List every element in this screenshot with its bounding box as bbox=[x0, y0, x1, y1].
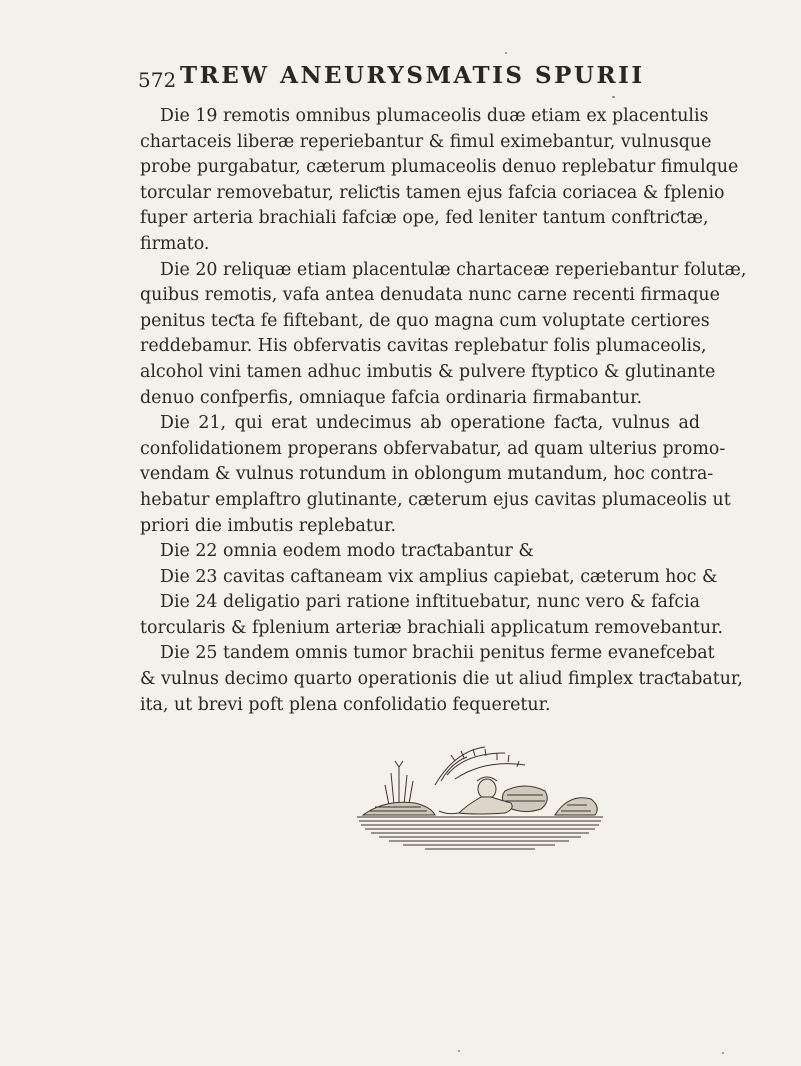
paragraph bbox=[140, 104, 739, 258]
text-line: priori die imbutis replebatur. bbox=[140, 515, 396, 536]
paragraph bbox=[140, 590, 724, 641]
text-line: torcular removebatur, reliƈtis tamen ejus fafcia coriacea & fplenio bbox=[140, 182, 725, 203]
text-line: vendam & vulnus rotundum in oblongum mutandum, hoc contra- bbox=[140, 464, 714, 485]
text-line: Die 22 omnia eodem modo traƈtabantur & bbox=[160, 541, 534, 562]
text-line: torcularis & fplenium arteriæ brachiali applicatum removebantur. bbox=[140, 617, 724, 638]
text-line: probe purgabatur, cæterum plumaceolis denuo replebatur fimulque bbox=[140, 157, 739, 178]
text-line: quibus remotis, vafa antea denudata nunc carne recenti firmaque bbox=[140, 285, 720, 306]
rock-left bbox=[363, 802, 435, 815]
text-line: Die 21, qui erat undecimus ab operatione faƈta, vulnus ad bbox=[160, 413, 700, 434]
text-line: alcohol vini tamen adhuc imbutis & pulvere ftyptico & glutinante bbox=[140, 361, 716, 382]
text-line: hebatur emplaftro glutinante, cæterum ejus cavitas plumaceolis ut bbox=[140, 489, 731, 510]
text-line: penitus teƈta fe fiftebant, de quo magna cum voluptate certiores bbox=[140, 310, 710, 331]
text-line: fuper arteria brachiali fafciæ ope, fed leniter tantum conftriƈtæ, bbox=[140, 208, 709, 229]
text-line: Die 19 remotis omnibus plumaceolis duæ etiam ex placentulis bbox=[160, 106, 709, 126]
text-line: reddebamur. His obfervatis cavitas replebatur folis plumaceolis, bbox=[140, 336, 707, 357]
text-line: chartaceis liberæ reperiebantur & fimul eximebantur, vulnusque bbox=[140, 131, 712, 152]
text-line: Die 20 reliquæ etiam placentulæ chartaceæ reperiebantur folutæ, bbox=[160, 259, 747, 280]
paragraph bbox=[140, 258, 747, 412]
water-hatching bbox=[357, 817, 603, 849]
paragraph bbox=[140, 565, 718, 591]
paper-speck bbox=[505, 52, 507, 54]
paper-speck bbox=[722, 1052, 724, 1054]
page-number: 572 bbox=[138, 68, 177, 92]
text-line: ita, ut brevi poft plena confolidatio fequeretur. bbox=[140, 694, 551, 715]
paragraph bbox=[140, 539, 700, 565]
text-line: confolidationem properans obfervabatur, ad quam ulterius promo- bbox=[140, 438, 726, 459]
foliage-right bbox=[555, 798, 597, 815]
text-line: & vulnus decimo quarto operationis die ut aliud fimplex traƈtabatur, bbox=[140, 669, 743, 690]
paper-speck bbox=[458, 1050, 460, 1052]
text-line: denuo confperfis, omniaque fafcia ordinaria firmabantur. bbox=[140, 387, 643, 408]
body-text bbox=[140, 104, 747, 718]
river-god-vignette-icon bbox=[355, 745, 605, 853]
reclining-figure bbox=[439, 777, 512, 814]
text-line: Die 25 tandem omnis tumor brachii penitus ferme evanefcebat bbox=[160, 643, 715, 664]
paper-speck bbox=[612, 96, 615, 98]
text-line: Die 24 deligatio pari ratione inftituebatur, nunc vero & fafcia bbox=[160, 592, 700, 613]
text-line: firmato. bbox=[140, 233, 210, 254]
paragraph bbox=[140, 411, 731, 539]
text-line: Die 23 cavitas caftaneam vix amplius capiebat, cæterum hoc & bbox=[160, 566, 718, 587]
paragraph bbox=[140, 641, 743, 718]
running-title: TREW ANEURYSMATIS SPURII bbox=[180, 62, 645, 89]
